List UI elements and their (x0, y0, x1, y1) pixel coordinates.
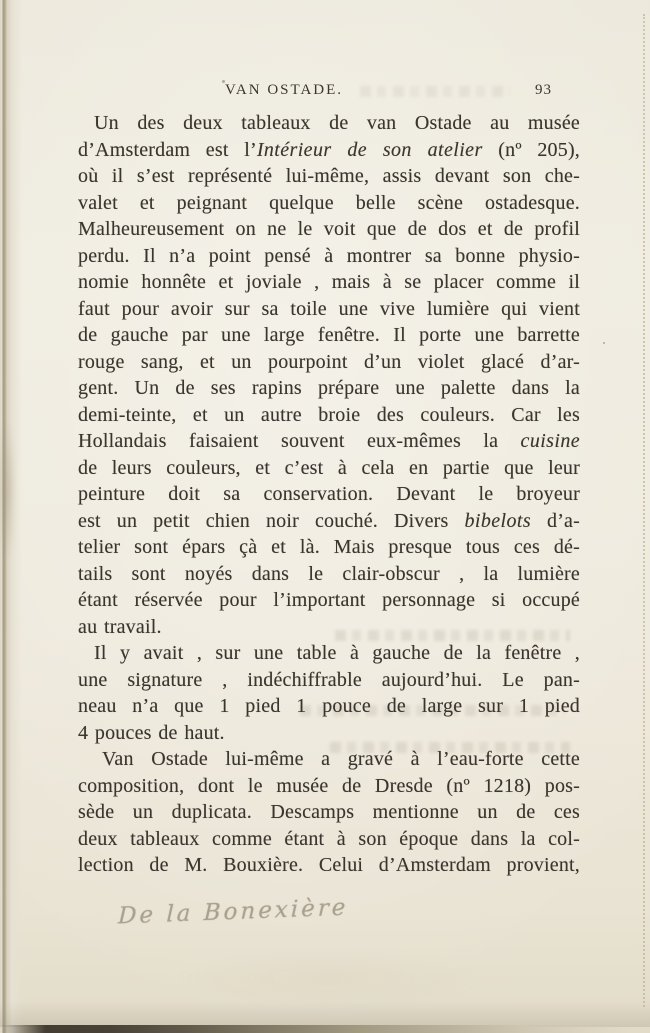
page-bottom-shadow (0, 1001, 650, 1027)
text-run: rouge sang, et un pourpoint d’un violet glacé d’ar- (78, 350, 580, 373)
paragraph (78, 746, 580, 879)
handwritten-annotation: De la Bonexière (117, 894, 349, 930)
text-line (78, 720, 580, 747)
text-run: Hollandais faisaient souvent eux-mêmes la (78, 430, 521, 452)
text-run: Van Ostade lui-même a gravé à l’eau-forte cette (102, 748, 580, 770)
paper-stain (140, 943, 520, 1013)
text-run: demi-teinte, et un autre broie des couleurs. Car les (78, 403, 580, 426)
text-line (78, 243, 580, 270)
text-run: (nº 205), (482, 138, 581, 161)
body-text (78, 110, 580, 879)
running-header (78, 82, 580, 104)
text-line (78, 269, 580, 296)
text-line (78, 534, 580, 561)
text-line (78, 746, 580, 773)
text-run: peinture doit sa conservation. Devant le broyeur (78, 483, 580, 505)
text-line (78, 508, 580, 535)
page-edge-left (0, 0, 22, 1033)
page-edge-bottom (0, 1025, 650, 1033)
text-line (78, 799, 580, 826)
text-run: Il y avait , sur une table à gauche de la fenêtre , (94, 642, 580, 664)
page-number: 93 (535, 82, 552, 98)
paragraph (78, 640, 580, 746)
text-run: Un des deux tableaux de van Ostade au musée (94, 112, 580, 134)
text-line (78, 190, 580, 217)
text-line (78, 402, 580, 429)
text-line (78, 852, 580, 879)
text-run: gent. Un de ses rapins prépare une palette dans la (78, 377, 580, 399)
text-line (78, 561, 580, 588)
page-edge-right-dotted (643, 14, 645, 1007)
text-run: sède un duplicata. Descamps mentionne un de ces (78, 801, 580, 823)
text-run: 4 pouces de haut. (78, 721, 225, 744)
text-run: de gauche par une large fenêtre. Il porte une barrette (78, 324, 580, 346)
text-run: au travail. (78, 615, 162, 638)
text-run: neau n’a que 1 pied 1 pouce de large sur 1 pied (78, 695, 580, 717)
text-line (78, 375, 580, 402)
text-run: valet et peignant quelque belle scène ostadesque. (78, 191, 580, 214)
text-run: Malheureusement on ne le voit que de dos et de profil (78, 218, 580, 240)
italic-text: bibelots (464, 509, 532, 532)
text-run: lection de M. Bouxière. Celui d’Amsterdam provient, (78, 854, 580, 876)
text-line (78, 322, 580, 349)
text-line (78, 587, 580, 614)
paper-speck (603, 342, 605, 344)
text-line (78, 773, 580, 800)
text-line (78, 216, 580, 243)
text-line (78, 693, 580, 720)
text-line (78, 349, 580, 376)
text-run: tails sont noyés dans le clair-obscur , la lumière (78, 562, 580, 585)
paragraph (78, 110, 580, 640)
italic-text: cuisine (520, 430, 580, 452)
paper-stain (0, 395, 18, 585)
text-line (78, 428, 580, 455)
text-run: composition, dont le musée de Dresde (nº 1218) pos- (78, 774, 580, 797)
text-line (78, 614, 580, 641)
text-run: une signature , indéchiffrable aujourd’hui. Le pan- (78, 668, 580, 691)
text-run: nomie honnête et joviale , mais à se placer comme il (78, 271, 580, 293)
text-run: est un petit chien noir couché. Divers (78, 509, 465, 532)
text-line (78, 640, 580, 667)
text-line (78, 110, 580, 137)
text-line (78, 296, 580, 323)
page-title: VAN OSTADE. (225, 82, 344, 98)
text-run: où il s’est représenté lui-même, assis devant son che- (78, 165, 580, 187)
text-run: perdu. Il n’a point pensé à montrer sa bonne physio- (78, 244, 580, 267)
italic-text: Intérieur de son atelier (256, 138, 483, 161)
text-run: deux tableaux comme étant à son époque dans la col- (78, 827, 580, 850)
text-line (78, 137, 580, 164)
text-run: d’a- (531, 509, 580, 532)
text-run: faut pour avoir sur sa toile une vive lumière qui vient (78, 297, 580, 320)
text-line (78, 163, 580, 190)
text-run: d’Amsterdam est l’ (78, 138, 257, 161)
text-line (78, 667, 580, 694)
text-line (78, 826, 580, 853)
text-line (78, 455, 580, 482)
text-run: étant réservée pour l’important personnage si occupé (78, 589, 580, 611)
text-run: telier sont épars çà et là. Mais presque tous ces dé- (78, 536, 580, 558)
text-line (78, 481, 580, 508)
text-run: de leurs couleurs, et c’est à cela en partie que leur (78, 456, 580, 479)
